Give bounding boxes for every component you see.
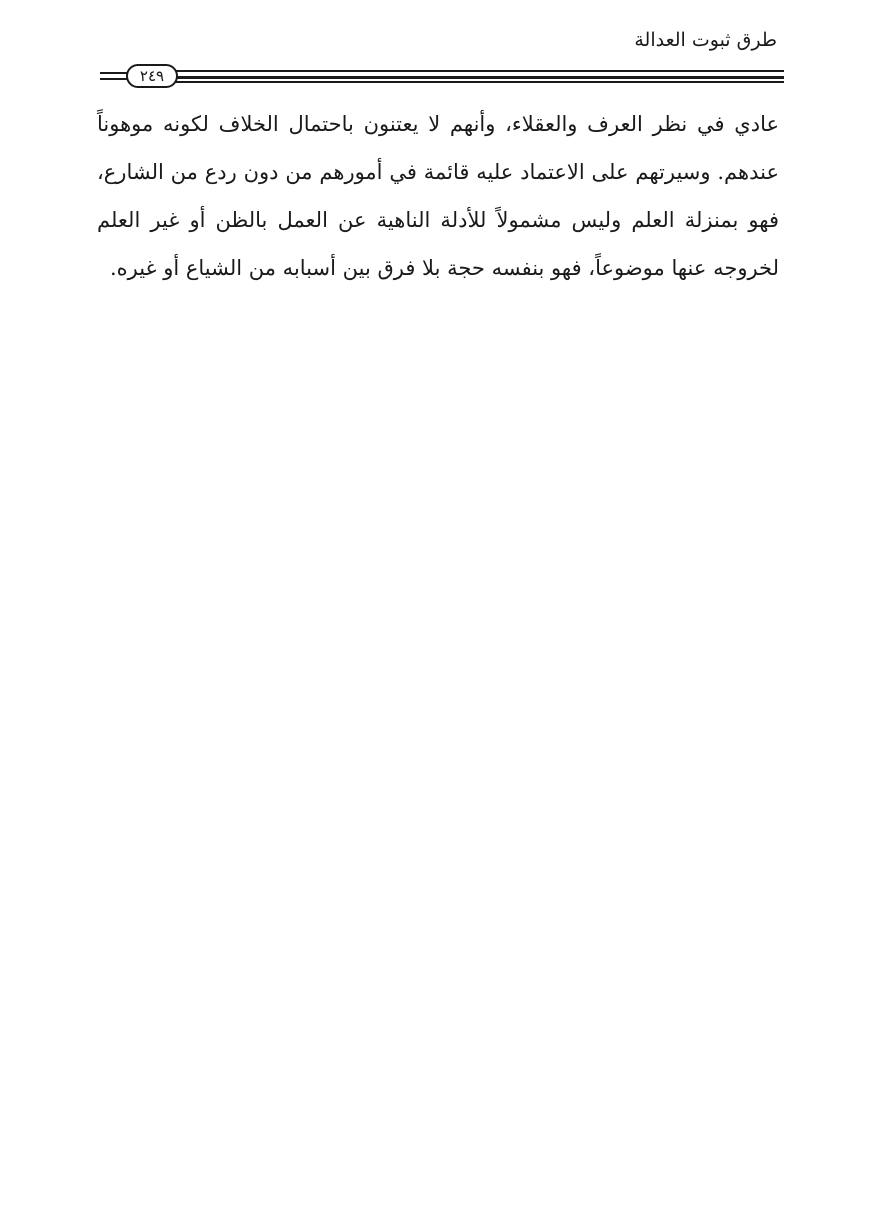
header-rule-line: [174, 70, 784, 72]
body-text-line: لخروجه عنها موضوعاً، فهو بنفسه حجة بلا فرق بين أسبابه من الشياع أو غيره.: [109, 256, 779, 280]
header-rule-tail: [100, 78, 128, 80]
body-paragraph: [97, 100, 779, 292]
header-rule-line: [174, 81, 784, 83]
header-rule: [100, 64, 784, 86]
running-header-title: طرق ثبوت العدالة: [634, 29, 777, 51]
header-rule-tail: [100, 72, 128, 74]
body-text-line: فهو بمنزلة العلم وليس مشمولاً للأدلة الناهية عن العمل بالظن أو غير العلم: [97, 208, 779, 232]
body-text-line: عادي في نظر العرف والعقلاء، وأنهم لا يعتنون باحتمال الخلاف لكونه موهوناً: [97, 112, 779, 136]
header-rule-line: [174, 76, 784, 79]
page-number: ٢٤٩: [126, 64, 178, 88]
body-text-line: عندهم. وسيرتهم على الاعتماد عليه قائمة في أمورهم من دون ردع من الشارع،: [97, 160, 779, 184]
